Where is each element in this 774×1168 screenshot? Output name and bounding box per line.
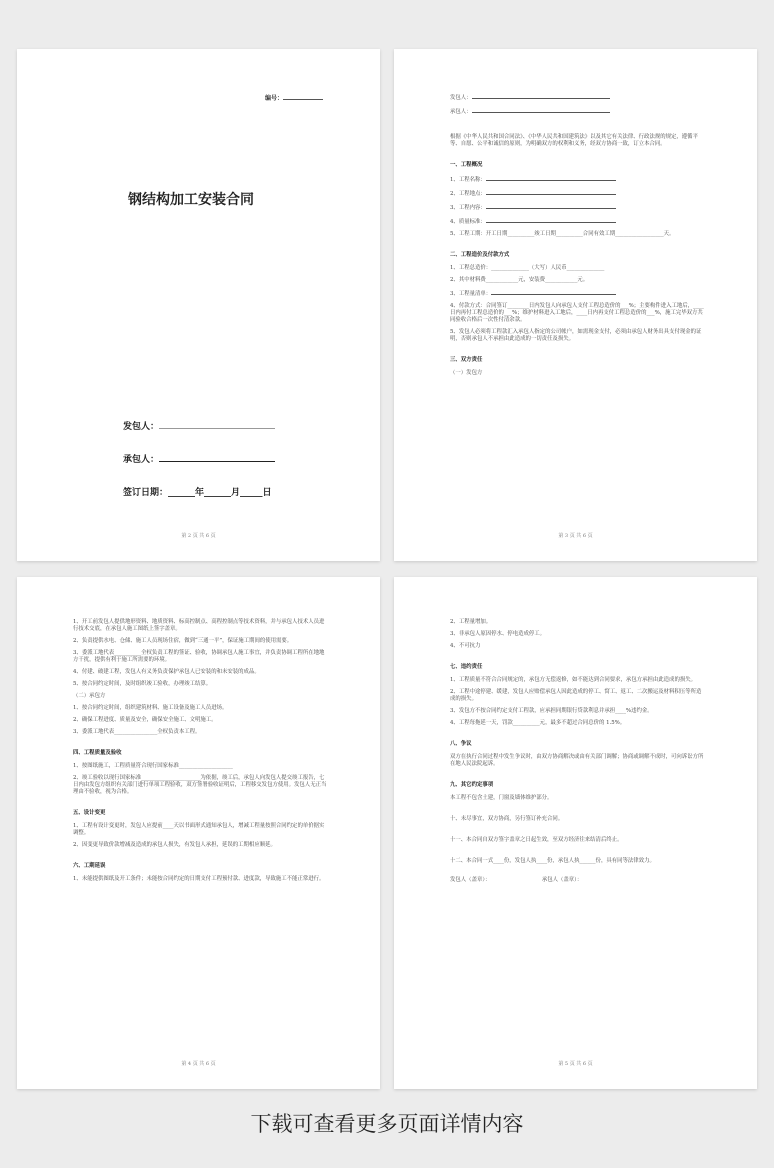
employer-label: 发包人： (123, 422, 160, 432)
section-heading: 八、争议 (450, 741, 472, 747)
list-item: 1、工程名称： (450, 175, 705, 184)
clause-item: 十一、本合同自双方签字盖章之日起生效，至双方经济往来结清后终止。 (450, 837, 623, 843)
page-body (450, 93, 705, 382)
list-item: 3、非承包人原因停水、停电造成停工。 (450, 631, 546, 637)
list-item: 3、工程量清单： (450, 289, 705, 298)
list-item: 2、工程中途停建、缓建，发包人应赔偿承包人因此造成的停工、窝工、返工、二次搬运及材料积压等所造成的损失。 (450, 689, 702, 702)
section-heading: 一、工程概况 (450, 162, 483, 168)
employer-field (123, 419, 275, 432)
list-item: 4、质量标准： (450, 217, 705, 226)
list-item: 4、付建、破建工程，发包人有义务负责保护承包人已安装的和未安装的成品。 (73, 669, 260, 675)
list-item: 2、工程地点： (450, 189, 705, 198)
signature-line: 发包人（盖章）： 承包人（盖章）： (450, 877, 583, 883)
section-heading: 二、工程造价及付款方式 (450, 252, 510, 258)
page-body (450, 619, 705, 889)
list-item: 5、工程工期：开工日期__________竣工日期__________合同有效工期__________________天。 (450, 231, 675, 237)
contract-title: 钢结构加工安装合同 (128, 192, 254, 208)
list-item: 双方在执行合同过程中发生争议时，由双方协商解决或由有关部门调解；协商或调解不成时，可向诉讼方所在地人民法院起诉。 (450, 754, 704, 767)
section-heading: 四、工程质量及验收 (73, 750, 122, 756)
list-item: 1、工程总造价：______________（大写）人民币______________ (450, 265, 605, 271)
section-heading: 六、工期延误 (73, 863, 106, 869)
list-item: 3、工程内容： (450, 203, 705, 212)
cover-page (17, 49, 380, 561)
list-item: 1、工程有设计变更时，发包人应提前____天以书面形式通知承包人，增减工程量按照合同约定的单价据实调整。 (73, 823, 325, 836)
page-footer: 第 5 页 共 6 页 (558, 1061, 593, 1067)
list-item: 1、未能提供图纸及开工条件；未能按合同约定的日期支付工程预付款、进度款，导致施工不能正常进行。 (73, 876, 325, 882)
list-item: 3、委派工地代表________________全权负责本工程。 (73, 729, 201, 735)
signing-date-field: 签订日期：______年______月_____日 (123, 488, 272, 498)
list-item: 2、竣工验收以现行国家标准______________________为依据，竣工后，承包人向发包人提交竣工报告，七日内由发包方组织有关部门进行单项工程验收，双方签署验收证明后，工程移交发包方使用。发包人无正当理由不验收，视为合格。 (73, 775, 327, 795)
contractor-label: 承包人： (123, 455, 160, 465)
section-heading: 三、双方责任 (450, 357, 483, 363)
list-item: 4、付款方式：合同签订________日内发包人向承包人支付工程总造价的___%；主要构件进入工地后，____日内再付工程总造价的___%；维护材料进入工地后，____日内再支付工程总造价的___%，施工完毕双方共同验收合格后一次性付清余款。 (450, 303, 704, 323)
contract-page-3 (394, 49, 757, 561)
page-footer: 第 2 页 共 6 页 (181, 533, 216, 539)
section-heading: 七、违约责任 (450, 664, 483, 670)
contract-page-5 (394, 577, 757, 1089)
section-heading: 五、设计变更 (73, 810, 106, 816)
party-line: 发包人： (450, 93, 705, 102)
section-heading: 九、其它约定事项 (450, 782, 494, 788)
list-item: 1、开工前发包人提供地形资料、地质资料、标高控制点、高程控制点等技术资料，并与承包人技术人员进行技术交底，在承包人施工图纸上签字盖章。 (73, 619, 325, 632)
list-item: 2、因变更导致价款增减及造成的承包人损失，有发包人承担，延误的工期相应顺延。 (73, 842, 276, 848)
list-item: 4、不可抗力 (450, 643, 481, 649)
list-item: 3、委派工地代表__________全权负责工程的签证、验收，协调承包人施工事宜，并负责协调工程所在地地方干扰，提供有利于施工所需要的环境。 (73, 650, 325, 663)
download-caption: 下载可查看更多页面详情内容 (250, 1112, 524, 1136)
list-item: 5、按合同约定时间，及时组织竣工验收，办理竣工结算。 (73, 681, 212, 687)
list-item: 1、按合同约定时间，组织建筑材料、施工设备及施工人员进场。 (73, 705, 228, 711)
list-item: 本工程不包含土建，门窗及墙体维护部分。 (450, 795, 553, 801)
contractor-field (123, 452, 275, 465)
contract-page-4 (17, 577, 380, 1089)
page-footer: 第 4 页 共 6 页 (181, 1061, 216, 1067)
page-body (73, 619, 328, 888)
page-footer: 第 3 页 共 6 页 (558, 533, 593, 539)
list-item: 1、工程质量不符合合同规定的，承包方无偿返修，如不能达到合同要求，承包方承担由此造成的损失。 (450, 677, 697, 683)
list-item: 2、工程量增加。 (450, 619, 492, 625)
clause-item: 十、未尽事宜，双方协商，另行签订补充合同。 (450, 816, 564, 822)
party-line: 承包人： (450, 107, 705, 116)
list-item: 5、发包人必须将工程款汇入承包人指定的公司帐户，如需现金支付，必须由承包人财务出具支付现金的证明，否则承包人不承担由此造成的一切责任及损失。 (450, 329, 702, 342)
clause-item: 十二、本合同一式____份，发包人执____份，承包人执______份，具有同等法律效力。 (450, 858, 655, 864)
list-item: 3、发包方不按合同约定支付工程款，应承担同期银行贷款利息并承担____%违约金。 (450, 708, 653, 714)
contract-number-label: 编号： (265, 95, 284, 102)
list-item: 2、其中材料费____________元，安装费____________元。 (450, 277, 589, 283)
list-item: 4、工程每拖延一天，罚款__________元，最多不超过合同总价的 1.5%。 (450, 720, 626, 726)
list-item: （二）承包方 (73, 693, 106, 699)
list-item: 2、确保工程进度、质量及安全，确保安全施工、文明施工。 (73, 717, 217, 723)
list-item: （一）发包方 (450, 370, 483, 376)
intro-paragraph: 根据《中华人民共和国合同法》、《中华人民共和国建筑法》以及其它有关法律、行政法规的规定，遵循平等、自愿、公平和诚信的原则，为明确双方的权利和义务，经双方协商一致，订立本合同。 (450, 134, 698, 147)
contract-number-field (265, 93, 323, 102)
list-item: 2、负责提供水电、仓储、施工人员现场住宿，做到“三通一平”，保证施工期间的使用需要。 (73, 638, 293, 644)
list-item: 1、按图纸施工，工程质量符合现行国家标准____________________ (73, 763, 233, 769)
